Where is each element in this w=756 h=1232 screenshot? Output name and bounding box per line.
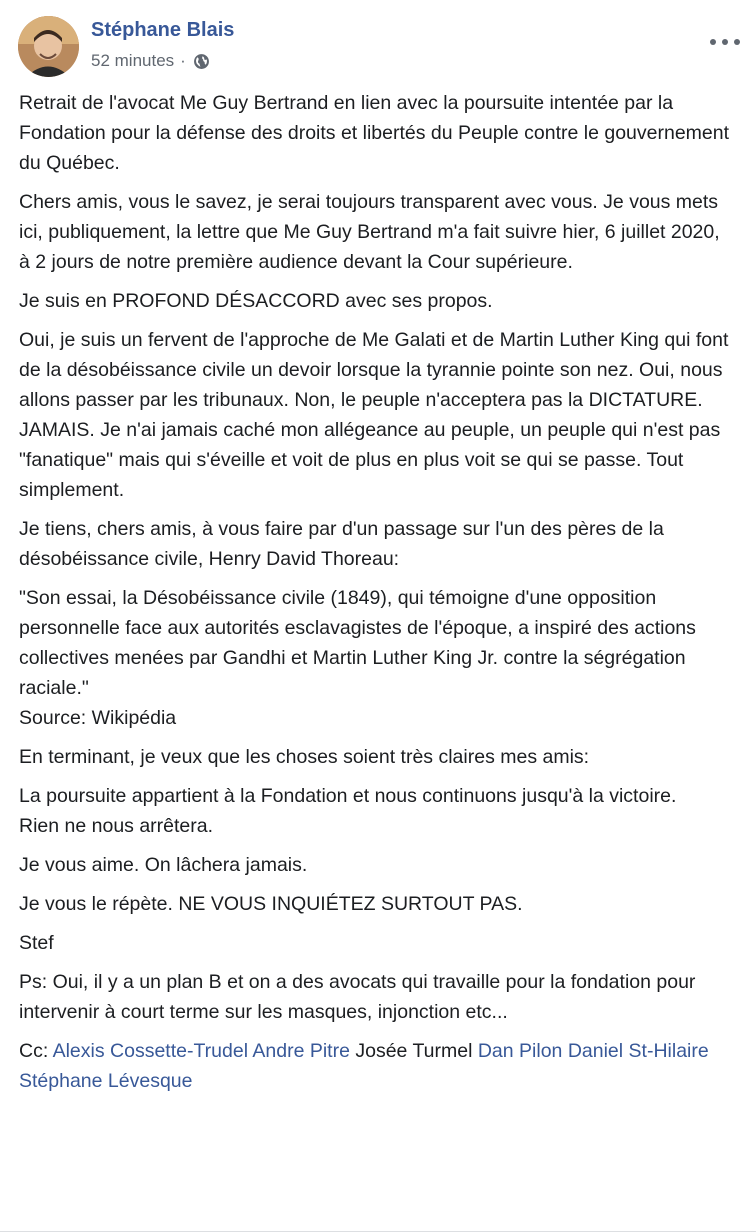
more-options-icon[interactable] bbox=[710, 34, 740, 50]
post-header bbox=[18, 16, 756, 78]
globe-icon[interactable] bbox=[193, 53, 210, 70]
cc-line bbox=[19, 1036, 733, 1096]
tagged-person: Josée Turmel bbox=[355, 1040, 473, 1062]
paragraph-8 bbox=[19, 781, 733, 841]
paragraph-6 bbox=[19, 583, 733, 733]
cc-label: Cc: bbox=[19, 1040, 49, 1062]
signature: Stef bbox=[19, 932, 54, 954]
paragraph-10: Je vous le répète. NE VOUS INQUIÉTEZ SURTOUT PAS. bbox=[19, 893, 523, 915]
tagged-person[interactable]: Alexis Cossette-Trudel bbox=[52, 1040, 249, 1062]
tagged-person[interactable]: Andre Pitre bbox=[252, 1040, 350, 1062]
more-dot bbox=[722, 39, 728, 45]
tagged-person[interactable]: Daniel St-Hilaire bbox=[567, 1040, 709, 1062]
cc-list bbox=[19, 1040, 709, 1092]
meta-separator: · bbox=[180, 51, 186, 70]
post-body bbox=[19, 88, 733, 1105]
tagged-person[interactable]: Stéphane Lévesque bbox=[19, 1070, 193, 1092]
author-name[interactable]: Stéphane Blais bbox=[91, 19, 235, 41]
quote-text: "Son essai, la Désobéissance civile (1849), qui témoigne d'une opposition personnelle face aux autorités esclavagistes de l'époque, a inspiré des actions collectives menées par Gandhi et Martin Luther King Jr. contre la ségrégation raciale." bbox=[19, 587, 696, 699]
paragraph-7: En terminant, je veux que les choses soient très claires mes amis: bbox=[19, 746, 590, 768]
avatar-image bbox=[18, 16, 79, 77]
post-time[interactable]: 52 minutes bbox=[91, 51, 175, 70]
paragraph-8-line-1: La poursuite appartient à la Fondation et nous continuons jusqu'à la victoire. bbox=[19, 785, 677, 807]
avatar[interactable] bbox=[18, 16, 79, 77]
more-dot bbox=[710, 39, 716, 45]
paragraph-5: Je tiens, chers amis, à vous faire par d'un passage sur l'un des pères de la désobéissance civile, Henry David Thoreau: bbox=[19, 518, 664, 570]
quote-source: Source: Wikipédia bbox=[19, 707, 177, 729]
more-dot bbox=[734, 39, 740, 45]
paragraph-9: Je vous aime. On lâchera jamais. bbox=[19, 854, 308, 876]
post-meta bbox=[91, 51, 210, 71]
paragraph-1: Retrait de l'avocat Me Guy Bertrand en lien avec la poursuite intentée par la Fondation pour la défense des droits et libertés du Peuple contre le gouvernement du Québec. bbox=[19, 92, 730, 174]
paragraph-2: Chers amis, vous le savez, je serai toujours transparent avec vous. Je vous mets ici, publiquement, la lettre que Me Guy Bertrand m'a fait suivre hier, 6 juillet 2020, à 2 jours de notre première audience devant la Cour supérieure. bbox=[19, 191, 720, 273]
paragraph-4: Oui, je suis un fervent de l'approche de Me Galati et de Martin Luther King qui font de la désobéissance civile un devoir lorsque la tyrannie pointe son nez. Oui, nous allons passer par les tribunaux. Non, le peuple n'acceptera pas la DICTATURE. JAMAIS. Je n'ai jamais caché mon allégeance au peuple, un peuple qui n'est pas "fanatique" mais qui s'éveille et voit de plus en plus voit se qui se passe. Tout simplement. bbox=[19, 329, 729, 501]
paragraph-3: Je suis en PROFOND DÉSACCORD avec ses propos. bbox=[19, 290, 493, 312]
paragraph-8-line-2: Rien ne nous arrêtera. bbox=[19, 815, 214, 837]
tagged-person[interactable]: Dan Pilon bbox=[477, 1040, 563, 1062]
paragraph-ps: Ps: Oui, il y a un plan B et on a des avocats qui travaille pour la fondation pour intervenir à court terme sur les masques, injonction etc... bbox=[19, 971, 696, 1023]
